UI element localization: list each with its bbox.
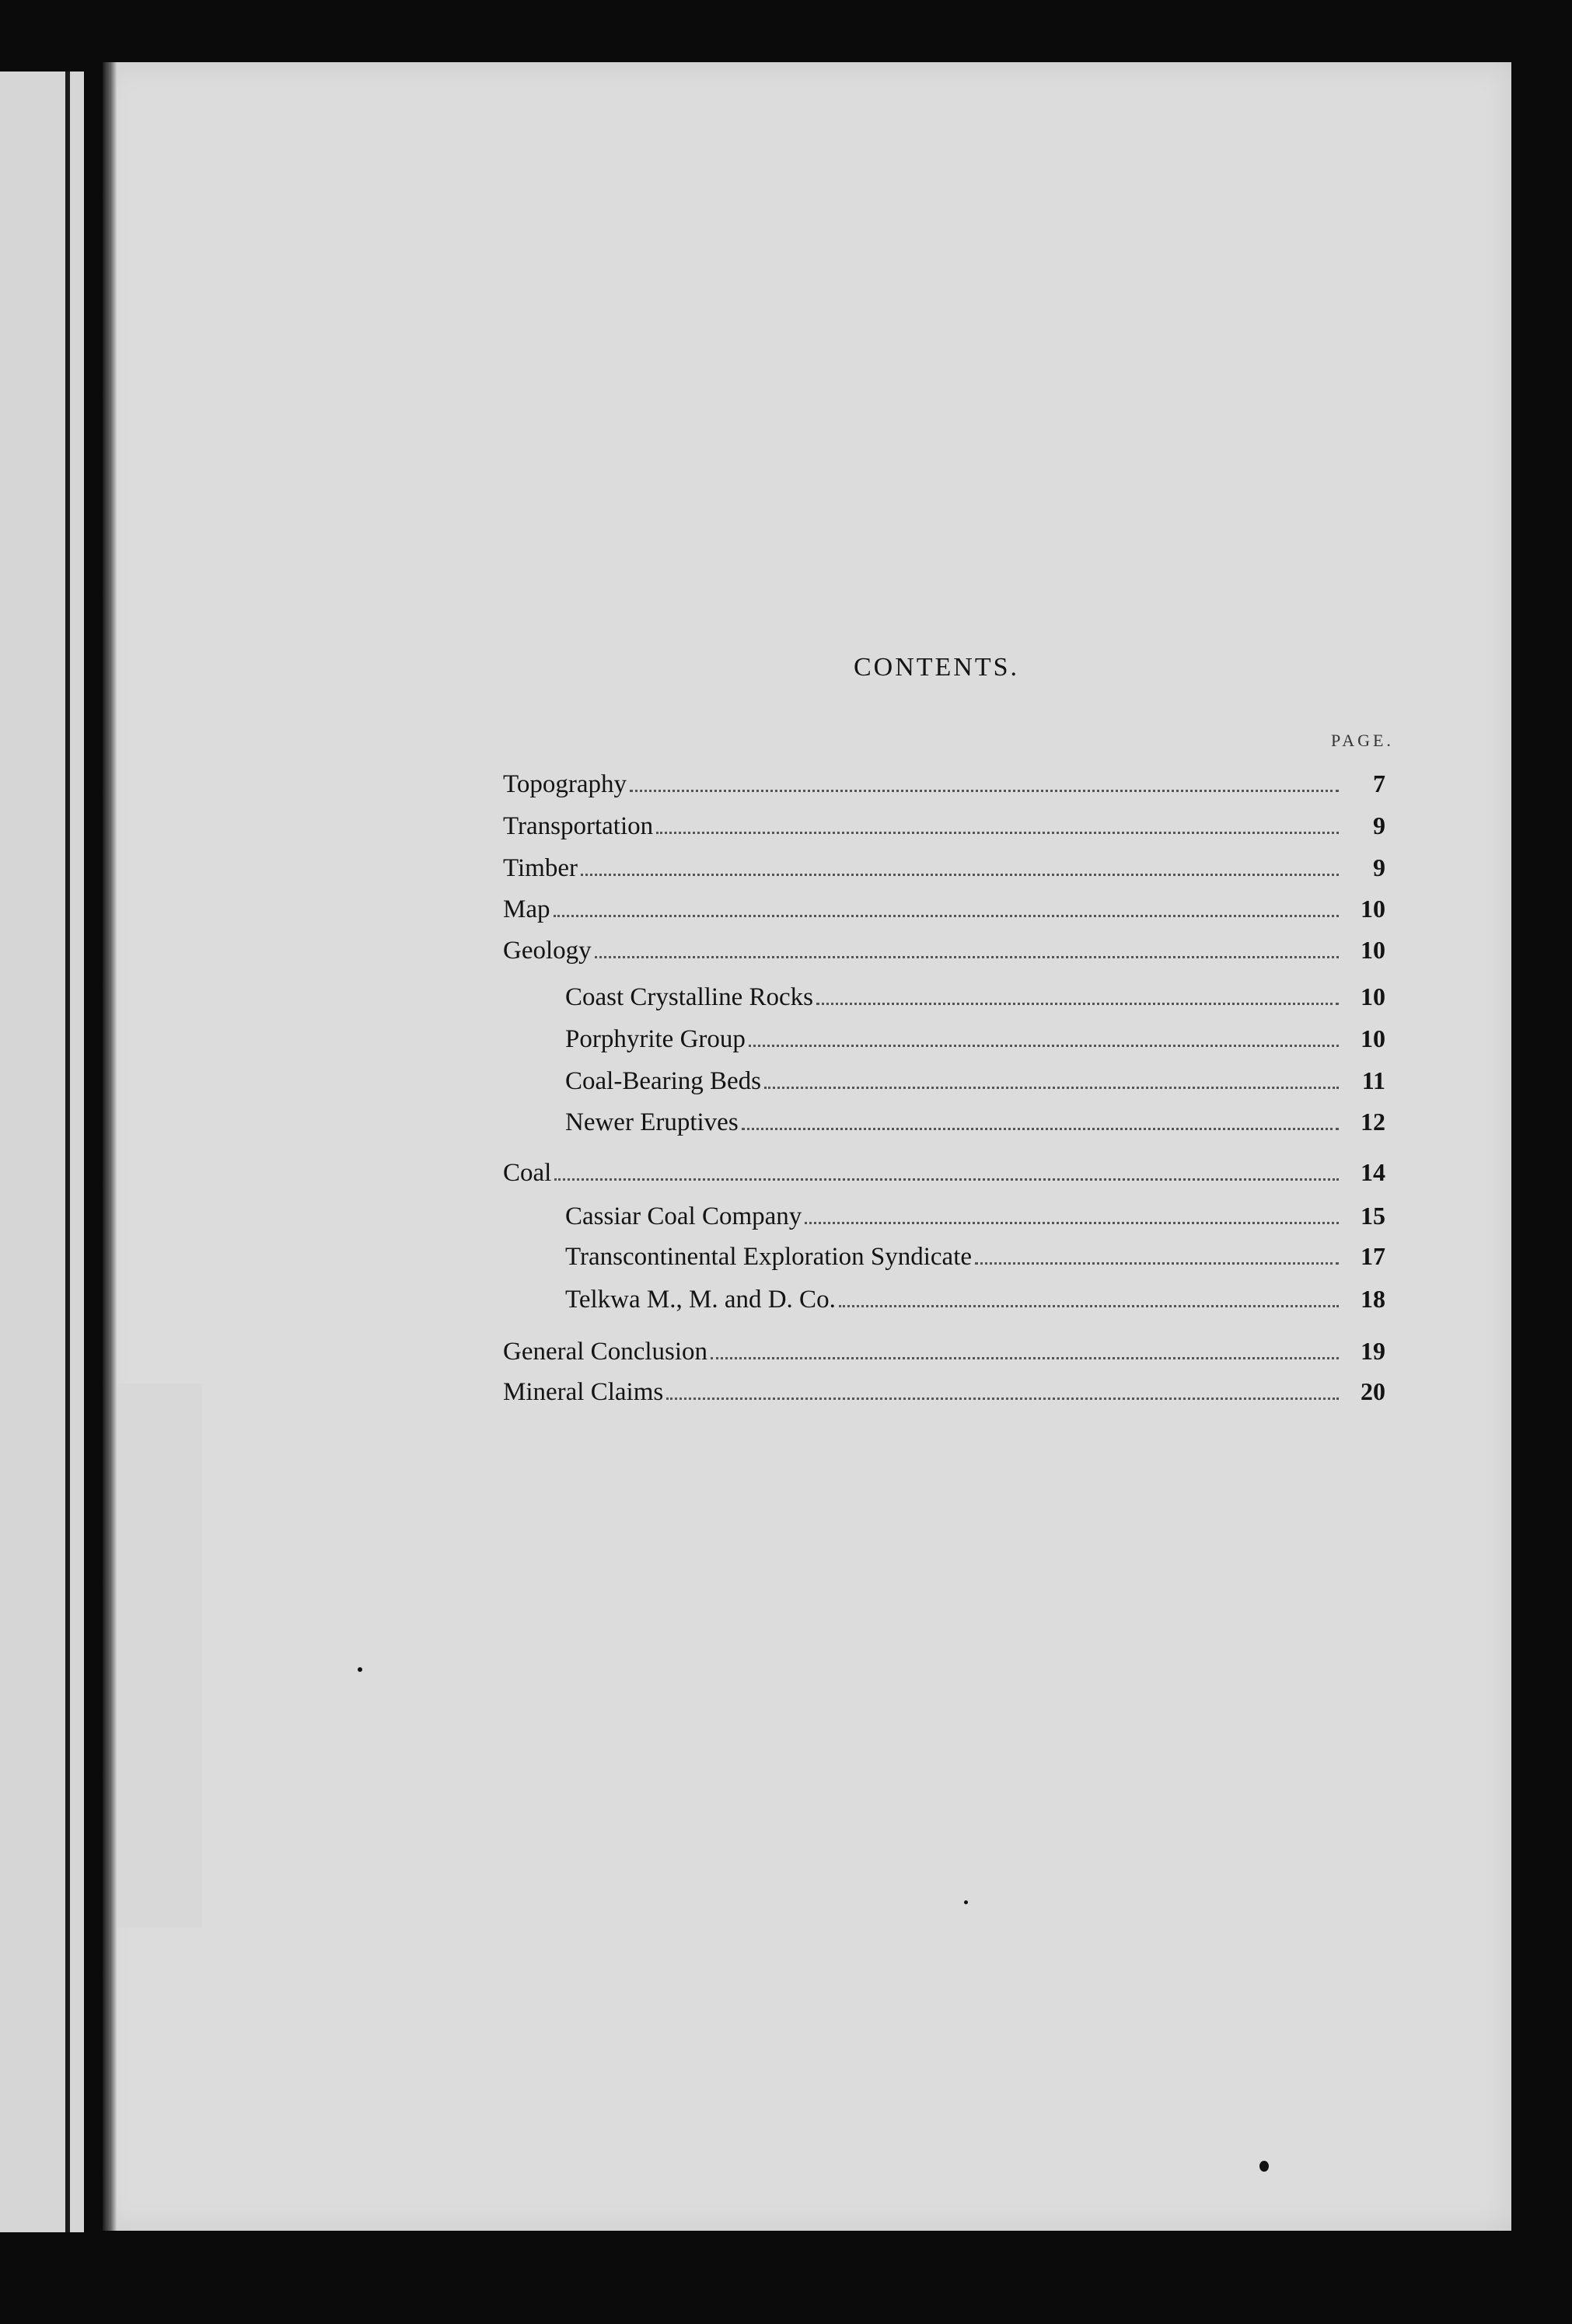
ink-speck bbox=[358, 1667, 362, 1672]
entry-label: Geology bbox=[503, 937, 592, 965]
entry-label: Transportation bbox=[503, 812, 654, 840]
entry-page-number: 12 bbox=[1361, 1108, 1385, 1136]
entry-page-number: 9 bbox=[1373, 853, 1385, 881]
contents-entry bbox=[565, 1202, 1385, 1233]
contents-entry bbox=[565, 1242, 1385, 1273]
ink-speck bbox=[1259, 2161, 1269, 2172]
contents-entry bbox=[565, 1285, 1385, 1316]
entry-label: Coal-Bearing Beds bbox=[565, 1067, 762, 1095]
entry-page-number: 17 bbox=[1361, 1242, 1385, 1270]
contents-entry bbox=[503, 1377, 1385, 1408]
entry-label: Telkwa M., M. and D. Co. bbox=[565, 1286, 836, 1314]
dot-leader bbox=[630, 789, 1339, 792]
entry-page-number: 10 bbox=[1361, 895, 1385, 923]
dot-leader bbox=[749, 1044, 1339, 1047]
contents-entry bbox=[565, 1024, 1385, 1056]
dot-leader bbox=[816, 1002, 1339, 1005]
page-spine-shadow bbox=[103, 62, 117, 2231]
contents-title: CONTENTS. bbox=[853, 653, 1020, 682]
entry-page-number: 10 bbox=[1361, 1024, 1385, 1052]
dot-leader bbox=[581, 873, 1339, 876]
ink-speck bbox=[964, 1900, 968, 1904]
entry-label: Coal bbox=[503, 1159, 552, 1187]
dot-leader bbox=[711, 1356, 1339, 1359]
paper-patch bbox=[117, 1384, 202, 1928]
dot-leader bbox=[554, 914, 1340, 917]
entry-page-number: 14 bbox=[1361, 1158, 1385, 1186]
entry-label: Mineral Claims bbox=[503, 1378, 664, 1406]
entry-page-number: 7 bbox=[1373, 769, 1385, 797]
entry-label: Coast Crystalline Rocks bbox=[565, 983, 813, 1011]
dot-leader bbox=[839, 1304, 1339, 1307]
entry-label: Porphyrite Group bbox=[565, 1025, 746, 1053]
page-fold-line bbox=[65, 72, 70, 2232]
entry-label: Newer Eruptives bbox=[565, 1108, 739, 1136]
book-page bbox=[103, 62, 1511, 2231]
entry-page-number: 11 bbox=[1361, 1066, 1385, 1094]
dot-leader bbox=[656, 831, 1339, 834]
dot-leader bbox=[742, 1127, 1339, 1130]
entry-page-number: 9 bbox=[1373, 811, 1385, 839]
entry-page-number: 19 bbox=[1361, 1337, 1385, 1365]
dot-leader bbox=[666, 1397, 1339, 1400]
dot-leader bbox=[805, 1221, 1339, 1224]
page-column-label: PAGE. bbox=[1331, 731, 1394, 750]
contents-entry bbox=[565, 1108, 1385, 1139]
entry-label: Transcontinental Exploration Syndicate bbox=[565, 1243, 973, 1271]
dot-leader bbox=[975, 1261, 1339, 1265]
entry-label: Timber bbox=[503, 854, 578, 882]
contents-entry bbox=[503, 769, 1385, 801]
contents-entry bbox=[565, 1066, 1385, 1097]
facing-page-edge bbox=[0, 72, 84, 2232]
contents-entry bbox=[503, 1158, 1385, 1189]
entry-label: Topography bbox=[503, 770, 627, 798]
dot-leader bbox=[595, 955, 1339, 958]
entry-page-number: 20 bbox=[1361, 1377, 1385, 1405]
contents-entry bbox=[503, 853, 1385, 885]
entry-label: Map bbox=[503, 895, 550, 923]
contents-entry bbox=[565, 982, 1385, 1014]
contents-entry bbox=[503, 936, 1385, 967]
dot-leader bbox=[554, 1178, 1339, 1181]
entry-page-number: 10 bbox=[1361, 936, 1385, 964]
entry-label: Cassiar Coal Company bbox=[565, 1202, 802, 1230]
entry-page-number: 15 bbox=[1361, 1202, 1385, 1230]
contents-entry bbox=[503, 811, 1385, 843]
contents-entry bbox=[503, 1337, 1385, 1368]
contents-entry bbox=[503, 895, 1385, 926]
dot-leader bbox=[764, 1086, 1339, 1089]
entry-page-number: 18 bbox=[1361, 1285, 1385, 1313]
entry-page-number: 10 bbox=[1361, 982, 1385, 1010]
entry-label: General Conclusion bbox=[503, 1338, 708, 1366]
